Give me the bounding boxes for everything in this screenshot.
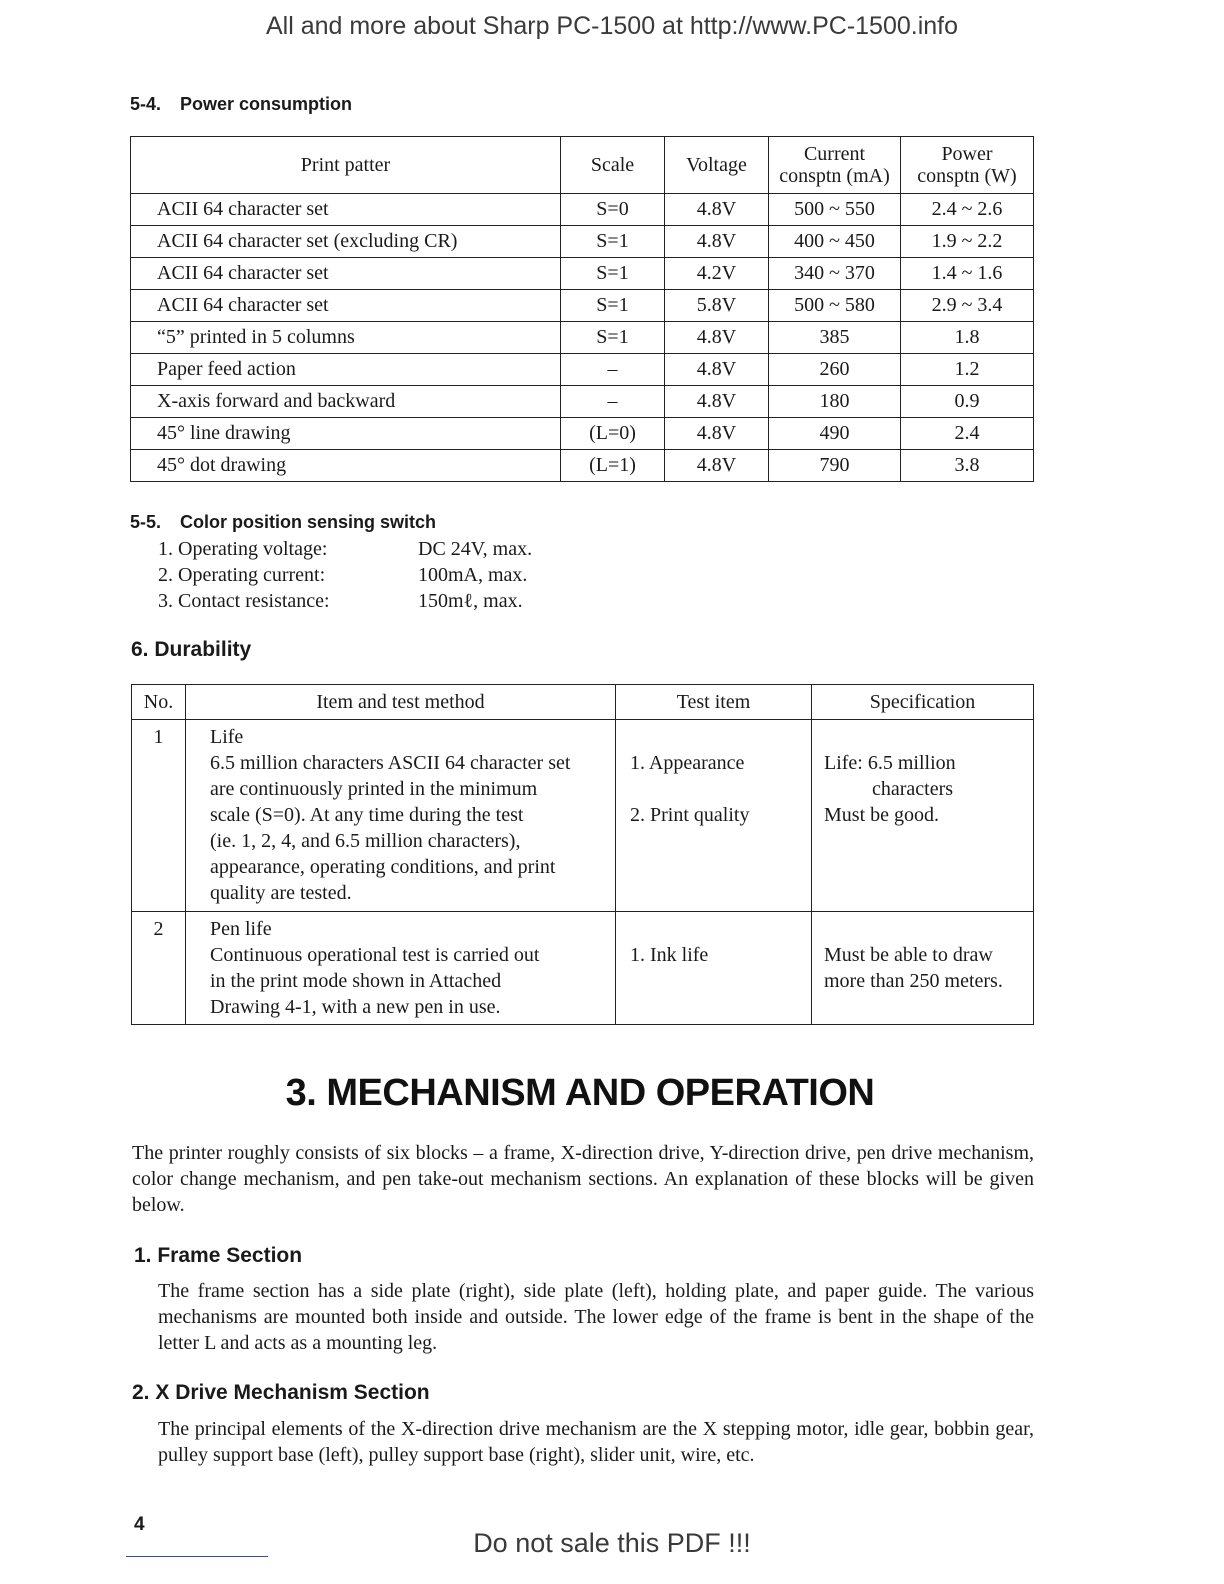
table-cell: 1 <box>132 720 186 912</box>
table-cell: 2.4 <box>901 418 1034 450</box>
method-line: Life <box>210 726 244 748</box>
durability-header-cell: Item and test method <box>186 685 616 720</box>
frame-body: The frame section has a side plate (right), side plate (left), holding plate, and paper guide. The various mechanisms are mounted both inside and outside. The lower edge of the frame is bent in the shape of the letter L and acts as a mounting leg. <box>158 1280 1034 1354</box>
power-header-cell: Current consptn (mA) <box>769 137 901 194</box>
power-table-header-row <box>131 137 1034 194</box>
spec-line: Must be good. <box>824 804 939 826</box>
test-line: 1. Ink life <box>630 944 709 966</box>
power-header-cell: Voltage <box>665 137 769 194</box>
table-cell: 2 <box>132 912 186 1025</box>
list-item <box>158 562 532 588</box>
table-cell: 4.8V <box>665 194 769 226</box>
table-cell: 1.9 ~ 2.2 <box>901 226 1034 258</box>
table-cell: X-axis forward and backward <box>131 386 561 418</box>
spec-line: more than 250 meters. <box>824 970 1003 992</box>
table-row <box>131 226 1034 258</box>
table-cell: Paper feed action <box>131 354 561 386</box>
table-cell: 45° dot drawing <box>131 450 561 482</box>
table-row <box>131 450 1034 482</box>
table-row <box>131 322 1034 354</box>
table-cell: 2.9 ~ 3.4 <box>901 290 1034 322</box>
method-line: in the print mode shown in Attached <box>210 970 502 992</box>
table-cell: 4.8V <box>665 322 769 354</box>
power-table <box>130 136 1034 482</box>
table-cell <box>812 720 1034 912</box>
table-cell <box>812 912 1034 1025</box>
table-cell: S=1 <box>561 226 665 258</box>
table-cell: – <box>561 354 665 386</box>
table-cell: 490 <box>769 418 901 450</box>
header-banner: All and more about Sharp PC-1500 at http://www.PC-1500.info <box>265 12 959 40</box>
table-cell: 1.8 <box>901 322 1034 354</box>
spec-label: 1. Operating voltage: <box>158 538 328 560</box>
table-cell: S=1 <box>561 290 665 322</box>
table-row <box>131 386 1034 418</box>
durability-heading: 6. Durability <box>131 638 252 661</box>
durability-header-cell: Specification <box>812 685 1034 720</box>
table-cell: 500 ~ 580 <box>769 290 901 322</box>
durability-header-cell: Test item <box>616 685 812 720</box>
spec-label: 2. Operating current: <box>158 564 326 586</box>
table-cell: 180 <box>769 386 901 418</box>
table-row <box>131 418 1034 450</box>
method-line: quality are tested. <box>210 882 352 904</box>
spec-label: 3. Contact resistance: <box>158 590 330 612</box>
durability-table <box>131 684 1034 1025</box>
method-line: 6.5 million characters ASCII 64 character set <box>210 752 571 774</box>
method-line: (ie. 1, 2, 4, and 6.5 million characters), <box>210 830 521 852</box>
spec-line <box>824 916 1025 942</box>
table-cell: 45° line drawing <box>131 418 561 450</box>
table-cell: 3.8 <box>901 450 1034 482</box>
table-row <box>132 720 1034 912</box>
list-item <box>158 536 532 562</box>
switch-heading-number: 5-5. <box>130 512 162 532</box>
footer-banner: Do not sale this PDF !!! <box>473 1528 751 1558</box>
table-cell: ACII 64 character set <box>131 194 561 226</box>
xdrive-body: The principal elements of the X-direction drive mechanism are the X stepping motor, idle gear, bobbin gear, pulley support base (left), pulley support base (right), slider unit, wire, etc. <box>158 1418 1034 1466</box>
spec-value: 150mℓ, max. <box>418 590 523 612</box>
table-cell <box>616 912 812 1025</box>
durability-header-cell: No. <box>132 685 186 720</box>
power-header-cell: Power consptn (W) <box>901 137 1034 194</box>
table-cell: (L=0) <box>561 418 665 450</box>
table-cell <box>186 912 616 1025</box>
method-line: are continuously printed in the minimum <box>210 778 538 800</box>
power-header-cell: Scale <box>561 137 665 194</box>
switch-spec-list <box>158 536 532 614</box>
table-cell: “5” printed in 5 columns <box>131 322 561 354</box>
table-cell: S=1 <box>561 322 665 354</box>
chapter-title: 3. MECHANISM AND OPERATION <box>285 1072 875 1114</box>
table-cell: 5.8V <box>665 290 769 322</box>
spec-value: DC 24V, max. <box>418 538 533 560</box>
table-cell: S=1 <box>561 258 665 290</box>
chapter-intro: The printer roughly consists of six blocks – a frame, X-direction drive, Y-direction drive, pen drive mechanism, color change mechanism, and pen take-out mechanism sections. An explanation of these blocks will be given below. <box>132 1142 1034 1216</box>
switch-heading-title: Color position sensing switch <box>180 512 437 532</box>
table-cell: S=0 <box>561 194 665 226</box>
xdrive-heading: 2. X Drive Mechanism Section <box>132 1381 430 1404</box>
method-line: appearance, operating conditions, and print <box>210 856 556 878</box>
table-cell: 1.2 <box>901 354 1034 386</box>
test-line <box>630 776 803 802</box>
table-cell: 4.8V <box>665 354 769 386</box>
table-cell: 385 <box>769 322 901 354</box>
table-row <box>131 354 1034 386</box>
table-cell: 790 <box>769 450 901 482</box>
spec-line: characters <box>872 778 954 800</box>
method-line: Pen life <box>210 918 272 940</box>
table-cell: 400 ~ 450 <box>769 226 901 258</box>
test-line <box>630 916 803 942</box>
table-row <box>131 194 1034 226</box>
table-row <box>131 258 1034 290</box>
table-cell: 4.8V <box>665 386 769 418</box>
power-heading-number: 5-4. <box>130 94 162 114</box>
table-row <box>131 290 1034 322</box>
table-cell: 500 ~ 550 <box>769 194 901 226</box>
table-cell: 0.9 <box>901 386 1034 418</box>
table-cell: 4.8V <box>665 226 769 258</box>
spec-line: Life: 6.5 million <box>824 752 956 774</box>
table-cell <box>616 720 812 912</box>
table-cell: 4.8V <box>665 450 769 482</box>
table-cell: ACII 64 character set (excluding CR) <box>131 226 561 258</box>
power-heading <box>130 94 352 115</box>
test-line <box>630 724 803 750</box>
frame-heading: 1. Frame Section <box>134 1244 303 1267</box>
test-line: 1. Appearance <box>630 752 745 774</box>
power-heading-title: Power consumption <box>180 94 353 114</box>
spec-line <box>824 724 1025 750</box>
table-cell: 340 ~ 370 <box>769 258 901 290</box>
spec-line: Must be able to draw <box>824 944 993 966</box>
power-header-cell: Print patter <box>131 137 561 194</box>
switch-heading <box>130 512 436 533</box>
method-line: Continuous operational test is carried out <box>210 944 540 966</box>
table-cell: ACII 64 character set <box>131 258 561 290</box>
table-cell: 4.2V <box>665 258 769 290</box>
method-line: scale (S=0). At any time during the test <box>210 804 524 826</box>
spec-value: 100mA, max. <box>418 564 528 586</box>
table-row <box>132 912 1034 1025</box>
method-line: Drawing 4-1, with a new pen in use. <box>210 996 501 1018</box>
table-cell: ACII 64 character set <box>131 290 561 322</box>
test-line: 2. Print quality <box>630 804 750 826</box>
page-number: 4 <box>134 1514 145 1535</box>
table-cell: 260 <box>769 354 901 386</box>
table-cell: – <box>561 386 665 418</box>
table-cell <box>186 720 616 912</box>
table-cell: 2.4 ~ 2.6 <box>901 194 1034 226</box>
table-cell: 1.4 ~ 1.6 <box>901 258 1034 290</box>
table-cell: (L=1) <box>561 450 665 482</box>
durability-table-header-row <box>132 685 1034 720</box>
table-cell: 4.8V <box>665 418 769 450</box>
list-item <box>158 588 532 614</box>
